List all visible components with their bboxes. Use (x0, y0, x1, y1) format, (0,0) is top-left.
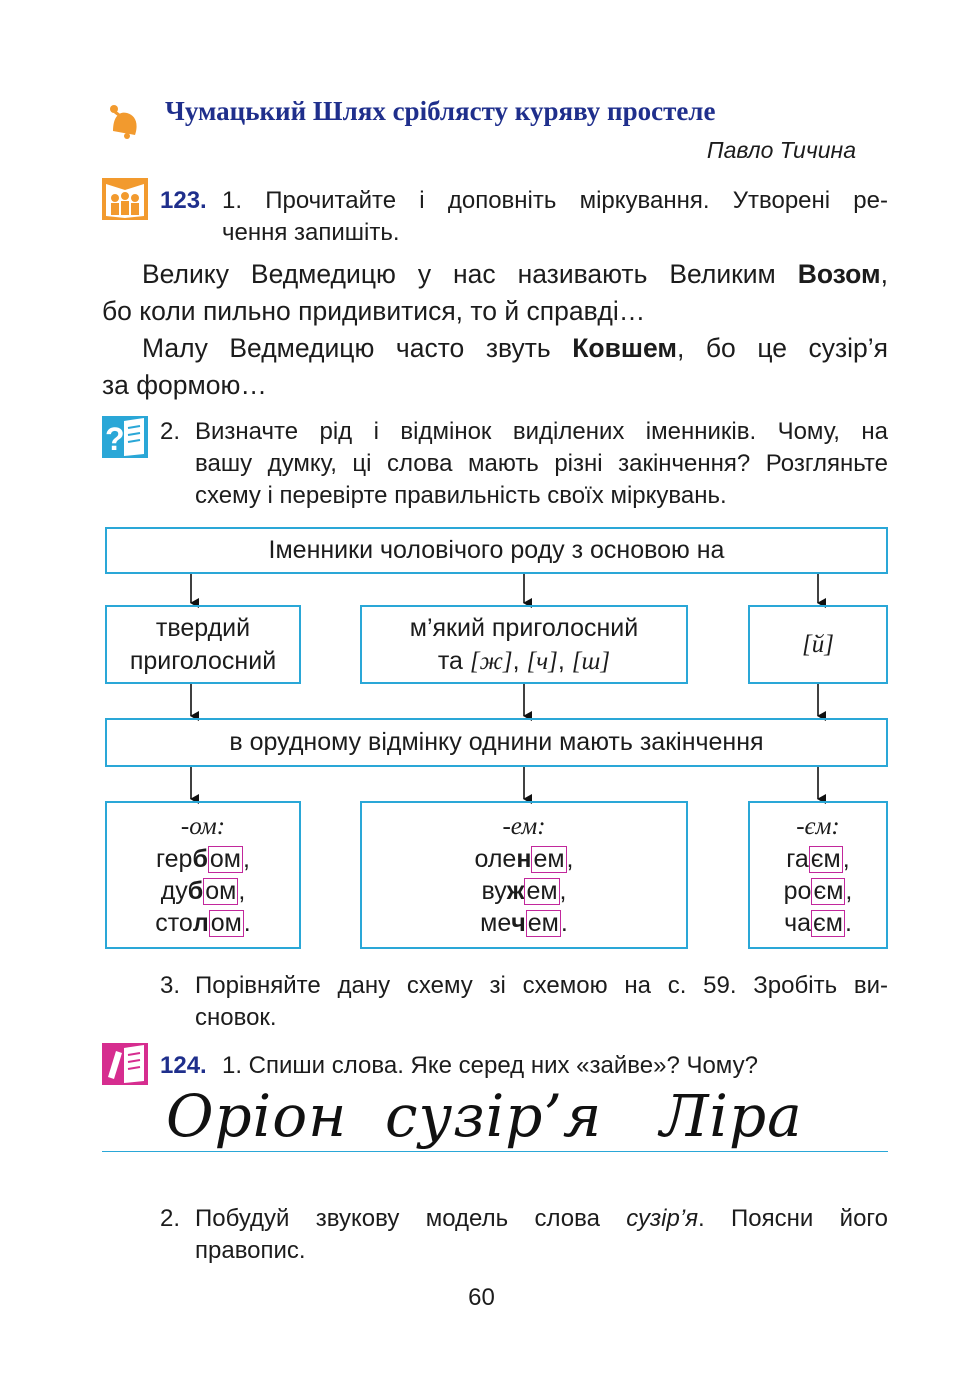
exercise-123-number: 123. (160, 187, 207, 214)
task2-line2: вашу думку, ці слова мають різні закінчення? Розгляньте (195, 450, 888, 477)
exercise-123-task1-line1: 1. Прочитайте і доповніть міркування. Утворені ре- (222, 187, 888, 214)
author: Павло Тичина (706, 137, 856, 163)
word-dubom: дубом, (160, 877, 246, 905)
scheme-col1-box: твердий приголосний (105, 605, 301, 684)
task3-number: 3. (160, 972, 181, 999)
exercise-123-task1-line2: чення запишіть. (222, 219, 400, 246)
word-gayem: гаєм, (786, 845, 850, 873)
task3-line2: сновок. (195, 1004, 277, 1031)
pen-book-icon (102, 1043, 148, 1085)
paragraph-2-line2: за формою… (102, 370, 267, 400)
exercise-124-number: 124. (160, 1052, 207, 1079)
handwritten-word-lira: Ліра (660, 1082, 803, 1150)
handwritten-word-suzirya: сузір’я (385, 1082, 603, 1150)
word-vuzhem: вужем, (481, 877, 567, 905)
task2-line3: схему і перевірте правильність своїх міркувань. (195, 482, 727, 509)
word-chayem: чаєм. (784, 909, 852, 937)
word-stolom: столом. (155, 909, 251, 937)
task2-number: 2. (160, 418, 181, 445)
paragraph-1-line1: Велику Ведмедицю у нас називають Великим Возом, (142, 259, 888, 289)
paragraph-2-line1: Малу Ведмедицю часто звуть Ковшем, бо це сузір’я (142, 333, 888, 363)
bold-word-vozom: Возом (797, 259, 881, 289)
word-royem: роєм, (783, 877, 853, 905)
exercise-124-task2-number: 2. (160, 1205, 181, 1232)
scheme-col1-endings: -ом: гербом, дубом, столом. (105, 801, 301, 949)
page-number: 60 (468, 1284, 495, 1311)
exercise-124-task1: 1. Спиши слова. Яке серед них «зайве»? Чому? (222, 1052, 758, 1079)
scheme-col3-endings: -єм: гаєм, роєм, чаєм. (748, 801, 888, 949)
paragraph-1-line2: бо коли пильно придивитися, то й справді… (102, 296, 646, 326)
scheme-top-box: Іменники чоловічого роду з основою на (105, 527, 888, 574)
bold-word-kovshem: Ковшем (572, 333, 677, 363)
scheme-col2-box: м’який приголосний та [ж], [ч], [ш] (360, 605, 688, 684)
page-title: Чумацький Шлях сріблясту куряву простеле (165, 96, 716, 126)
handwriting-baseline (102, 1151, 888, 1152)
word-olenem: оленем, (474, 845, 574, 873)
handwritten-word-orion: Оріон (166, 1082, 348, 1150)
exercise-124-task2-line1: Побудуй звукову модель слова сузір’я. Поясни його (195, 1205, 888, 1232)
word-mechem: мечем. (480, 909, 568, 937)
word-gerbom: гербом, (156, 845, 250, 873)
scheme-middle-box: в орудному відмінку однини мають закінчення (105, 718, 888, 767)
exercise-124-task2-line2: правопис. (195, 1237, 306, 1264)
task2-line1: Визначте рід і відмінок виділених іменників. Чому, на (195, 418, 888, 445)
svg-text:?: ? (105, 421, 125, 457)
scheme-col2-endings: -ем: оленем, вужем, мечем. (360, 801, 688, 949)
scheme-col3-box: [й] (748, 605, 888, 684)
task3-line1: Порівняйте дану схему зі схемою на с. 59. Зробіть ви- (195, 972, 888, 999)
